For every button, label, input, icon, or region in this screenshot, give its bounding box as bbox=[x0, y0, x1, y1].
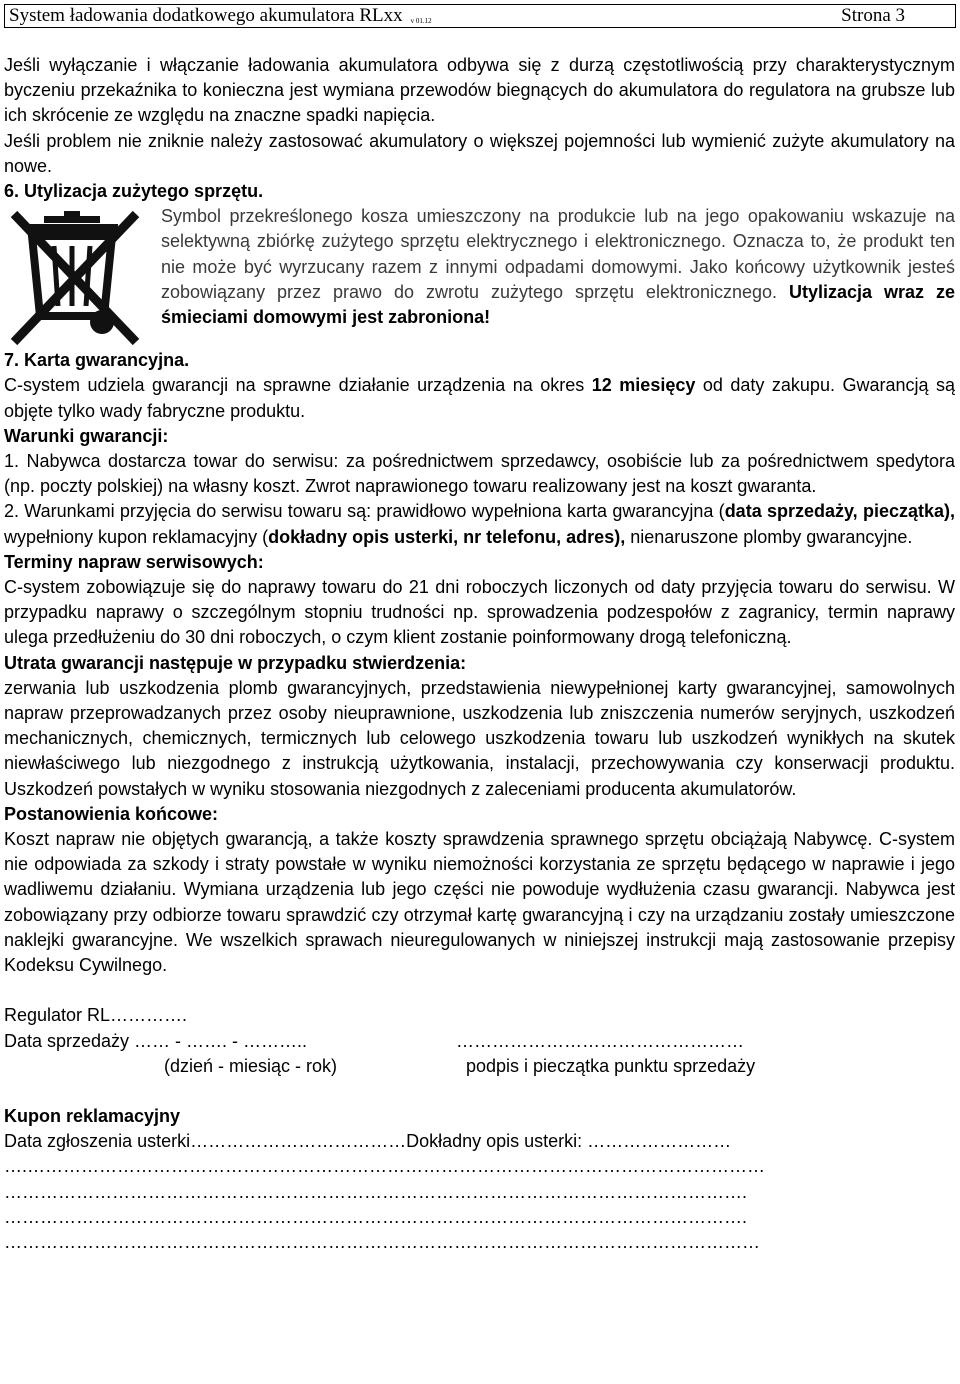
report-date-field[interactable]: Data zgłoszenia usterki………………………………Dokładny opis usterki: …………………… bbox=[4, 1131, 732, 1152]
conditions-heading bbox=[4, 424, 955, 449]
condition-2-d: dokładny opis usterki, nr telefonu, adres), bbox=[268, 526, 626, 547]
version-label: v 01.12 bbox=[410, 17, 432, 25]
description-line[interactable]: ……………………………………………………………………………………………………………. bbox=[4, 1181, 748, 1202]
section-6-heading bbox=[4, 179, 955, 204]
intro-paragraph-1: Jeśli wyłączanie i włączanie ładowania akumulatora odbywa się z durzą częstotliwością przy charakterystycznym byczeniu przekaźnika to konieczna jest wymiana przewodów biegnących do akumulatora do regulatora na grubsze lub ich skrócenie ze względu na znaczne spadki napięcia. bbox=[4, 55, 955, 126]
header-left bbox=[9, 5, 432, 27]
condition-2-a: 2. Warunkami przyjęcia do serwisu towaru są: prawidłowo wypełniona karta gwarancyjna ( bbox=[4, 501, 725, 522]
final-provisions-heading bbox=[4, 802, 955, 827]
repair-terms-text: C-system zobowiązuje się do naprawy towaru do 21 dni roboczych liczonych od daty przyjęcia towaru do serwisu. W przypadku naprawy o szczególnym stopniu trudności np. sprowadzenia podzespołów z zagranicy, termin naprawy ulega przedłużeniu do 30 dni roboczych, o czym klient zostanie poinformowany drogą telefoniczną. bbox=[4, 577, 955, 648]
section-7-heading bbox=[4, 348, 955, 373]
coupon-heading-text: Kupon reklamacyjny bbox=[4, 1105, 181, 1126]
condition-2-b: data sprzedaży, pieczątka), bbox=[724, 501, 955, 522]
description-line[interactable]: ……………………………………………………………………………………………………………. bbox=[4, 1206, 748, 1227]
section-6-heading-text: 6. Utylizacja zużytego sprzętu. bbox=[4, 181, 264, 202]
spacer bbox=[4, 1079, 955, 1104]
repair-terms-heading bbox=[4, 550, 955, 575]
disposal-text bbox=[161, 204, 955, 348]
disposal-block bbox=[4, 204, 955, 348]
regulator-field[interactable]: Regulator RL…………. bbox=[4, 1005, 188, 1026]
final-provisions-heading-text: Postanowienia końcowe: bbox=[4, 803, 219, 824]
description-line[interactable]: ….…………………………………………………………………………………………………………… bbox=[4, 1156, 766, 1177]
condition-2-e: nienaruszone plomby gwarancyjne. bbox=[625, 526, 913, 547]
document-title: System ładowania dodatkowego akumulatora RLxx bbox=[9, 5, 403, 26]
repair-terms-heading-text: Terminy napraw serwisowych: bbox=[4, 551, 264, 572]
coupon-heading bbox=[4, 1104, 955, 1129]
condition-1: 1. Nabywca dostarcza towar do serwisu: za pośrednictwem sprzedawcy, osobiście lub za pośrednictwem spedytora (np. poczty polskiej) na własny koszt. Zwrot naprawionego towaru realizowany jest na koszt gwaranta. bbox=[4, 451, 955, 497]
sale-date-row bbox=[4, 1029, 955, 1054]
warranty-loss-heading bbox=[4, 651, 955, 676]
condition-2 bbox=[4, 499, 955, 549]
warranty-period-c: od daty zakupu. Gwarancją są objęte tylko wady fabryczne produktu. bbox=[4, 375, 956, 421]
section-7-heading-text: 7. Karta gwarancyjna. bbox=[4, 350, 190, 371]
conditions-heading-text: Warunki gwarancji: bbox=[4, 425, 169, 446]
page-header bbox=[4, 4, 956, 28]
warranty-loss-heading-text: Utrata gwarancji następuje w przypadku stwierdzenia: bbox=[4, 652, 467, 673]
page-number: Strona 3 bbox=[841, 5, 905, 26]
disposal-info: Symbol przekreślonego kosza umieszczony na produkcie lub na jego opakowaniu wskazuje na selektywną zbiórkę zużytego sprzętu elektrycznego i elektronicznego. Oznacza to, że produkt ten nie może być wyrzucany razem z innymi odpadami domowymi. Jako końcowy użytkownik jesteś zobowiązany przez prawo do zwrotu zużytego sprzętu elektronicznego. bbox=[161, 206, 955, 302]
form-captions-row bbox=[4, 1054, 955, 1079]
description-line[interactable]: ……………………………………………………………………………………………………………… bbox=[4, 1231, 760, 1252]
intro-paragraph-2: Jeśli problem nie zniknie należy zastosować akumulatory o większej pojemności lub wymienić zużyte akumulatory na nowe. bbox=[4, 130, 955, 176]
condition-2-c: wypełniony kupon reklamacyjny ( bbox=[4, 526, 269, 547]
date-format-caption: (dzień - miesiąc - rok) bbox=[164, 1055, 338, 1076]
disposal-warning: Utylizacja wraz ze śmieciami domowymi jest zabroniona! bbox=[161, 281, 955, 328]
warranty-loss-text: zerwania lub uszkodzenia plomb gwarancyjnych, przedstawienia niewypełnionej karty gwarancyjnej, samowolnych napraw przeprowadzanych przez osoby nieuprawnione, uszkodzenia lub zniszczenia numerów seryjnych, uszkodzeń mechanicznych, chemicznych, termicznych lub celowego uszkodzenia towaru lub uszkodzeń wynikłych na skutek niewłaściwego lub niezgodnego z instrukcją użytkowania, instalacji, przechowywania czy konserwacji produktu. Uszkodzeń powstałych w wyniku stosowania niezgodnych z zaleceniami producenta akumulatorów. bbox=[4, 677, 955, 799]
sale-date-field[interactable]: Data sprzedaży …… - ……. - ……….. bbox=[4, 1030, 308, 1051]
signature-field[interactable]: ………………………………………… bbox=[456, 1030, 744, 1051]
document-body bbox=[4, 53, 955, 1255]
crossed-out-bin-icon bbox=[4, 208, 149, 348]
spacer bbox=[4, 978, 955, 1003]
warranty-period-value: 12 miesięcy bbox=[591, 375, 696, 396]
signature-caption: podpis i pieczątka punktu sprzedaży bbox=[466, 1055, 756, 1076]
warranty-period-a: C-system udziela gwarancji na sprawne działanie urządzenia na okres bbox=[4, 375, 592, 396]
final-provisions-text: Koszt napraw nie objętych gwarancją, a także koszty sprawdzenia sprawnego sprzętu obciążają Nabywcę. C-system nie odpowiada za szkody i straty powstałe w wyniku niemożności korzystania ze sprzętu będącego w naprawie i jego wadliwemu działaniu. Wymiana urządzenia lub jego części nie powoduje wydłużenia czasu gwarancji. Nabywca jest zobowiązany przy odbiorze towaru sprawdzić czy otrzymał kartę gwarancyjną i czy na urządzaniu zostały umieszczone naklejki gwarancyjne. We wszelkich sprawach nieuregulowanych w niniejszej instrukcji mają zastosowanie przepisy Kodeksu Cywilnego. bbox=[4, 829, 955, 976]
warranty-period-paragraph bbox=[4, 373, 955, 423]
